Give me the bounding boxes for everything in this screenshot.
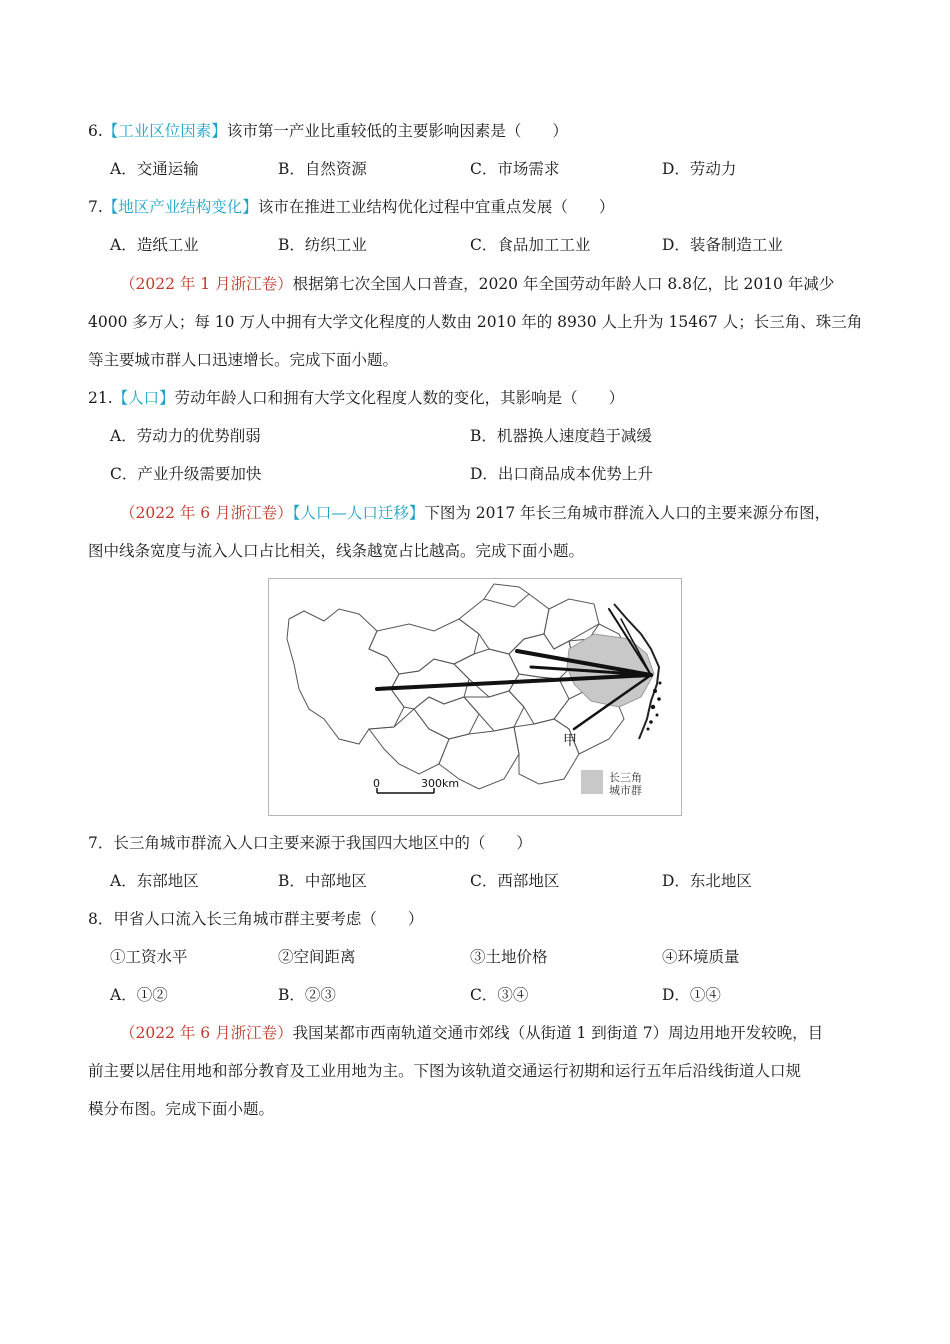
map-legend [581, 770, 642, 797]
passage-2-line-1 [120, 502, 830, 524]
topic-tag: 【人口—人口迁移】 [292, 504, 425, 522]
q21-option-b[interactable]: B．机器换人速度趋于减缓 [470, 427, 652, 445]
question-text: 长三角城市群流入人口主要来源于我国四大地区中的（ ） [113, 834, 532, 852]
passage-3-line-2: 前主要以居住用地和部分教育及工业用地为主。下图为该轨道交通运行初期和运行五年后沿线街道人口规 [88, 1062, 802, 1080]
legend-label-line-2: 城市群 [609, 784, 642, 797]
q7b-option-d[interactable]: D．东北地区 [662, 872, 752, 890]
migration-map-figure [268, 578, 682, 816]
q21-option-a[interactable]: A．劳动力的优势削弱 [110, 427, 261, 445]
question-number: 6. [88, 122, 103, 140]
question-21-stem [88, 387, 624, 409]
question-6-stem [88, 120, 568, 142]
province-label-jia: 甲 [563, 733, 577, 749]
coastal-islands [647, 682, 662, 731]
scale-bar [373, 777, 459, 793]
question-number: 8． [88, 910, 114, 928]
passage-text: 根据第七次全国人口普查，2020 年全国劳动年龄人口 8.8亿，比 2010 年减少 [292, 275, 835, 293]
passage-1-line-3: 等主要城市群人口迅速增长。完成下面小题。 [88, 351, 399, 369]
q7b-option-a[interactable]: A．东部地区 [110, 872, 199, 890]
scale-distance: 300km [421, 777, 460, 790]
passage-1-line-1 [120, 273, 834, 295]
question-7-stem [88, 196, 614, 218]
passage-2-line-2: 图中线条宽度与流入人口占比相关，线条越宽占比越高。完成下面小题。 [88, 542, 585, 560]
legend-label-line-1: 长三角 [609, 771, 642, 784]
q7a-option-d[interactable]: D．装备制造工业 [662, 236, 783, 254]
topic-tag: 【人口】 [112, 389, 175, 407]
topic-tag: 【地区产业结构变化】 [102, 198, 258, 216]
question-text: 甲省人口流入长三角城市群主要考虑（ ） [113, 910, 424, 928]
passage-3-line-1 [120, 1022, 823, 1044]
migration-map [269, 579, 681, 815]
question-text: 该市在推进工业结构优化过程中宜重点发展（ ） [257, 198, 615, 216]
passage-3-line-3: 模分布图。完成下面小题。 [88, 1100, 275, 1118]
q6-option-d[interactable]: D．劳动力 [662, 160, 737, 178]
question-8-stem [88, 908, 423, 930]
q7b-option-b[interactable]: B．中部地区 [278, 872, 367, 890]
q21-option-c[interactable]: C．产业升级需要加快 [110, 465, 262, 483]
topic-tag: 【工业区位因素】 [102, 122, 227, 140]
q8-item-3: ③土地价格 [470, 948, 548, 966]
exam-source: （2022 年 6 月浙江卷） [120, 504, 293, 522]
question-text: 劳动年龄人口和拥有大学文化程度人数的变化，其影响是（ ） [174, 389, 625, 407]
passage-1-line-2: 4000 多万人；每 10 万人中拥有大学文化程度的人数由 2010 年的 8930 人上升为 15467 人；长三角、珠三角 [88, 313, 863, 331]
legend-swatch [581, 770, 603, 794]
q6-option-a[interactable]: A．交通运输 [110, 160, 199, 178]
question-number: 7． [88, 834, 114, 852]
passage-text: 我国某都市西南轨道交通市郊线（从街道 1 到街道 7）周边用地开发较晚，目 [292, 1024, 824, 1042]
q7a-option-c[interactable]: C．食品加工工业 [470, 236, 591, 254]
passage-text: 下图为 2017 年长三角城市群流入人口的主要来源分布图， [424, 504, 831, 522]
exam-source: （2022 年 1 月浙江卷） [120, 275, 293, 293]
q6-option-b[interactable]: B．自然资源 [278, 160, 367, 178]
question-text: 该市第一产业比重较低的主要影响因素是（ ） [226, 122, 568, 140]
q8-item-2: ②空间距离 [278, 948, 356, 966]
q7a-option-a[interactable]: A．造纸工业 [110, 236, 199, 254]
q8-option-b[interactable]: B．②③ [278, 986, 336, 1004]
exam-source: （2022 年 6 月浙江卷） [120, 1024, 293, 1042]
q8-option-a[interactable]: A．①② [110, 986, 168, 1004]
q7a-option-b[interactable]: B．纺织工业 [278, 236, 367, 254]
scale-zero: 0 [373, 777, 380, 790]
question-number: 21. [88, 389, 113, 407]
q8-item-1: ①工资水平 [110, 948, 188, 966]
q8-option-c[interactable]: C．③④ [470, 986, 529, 1004]
question-7b-stem [88, 832, 532, 854]
question-number: 7. [88, 198, 103, 216]
q21-option-d[interactable]: D．出口商品成本优势上升 [470, 465, 653, 483]
q6-option-c[interactable]: C．市场需求 [470, 160, 560, 178]
q7b-option-c[interactable]: C．西部地区 [470, 872, 560, 890]
q8-item-4: ④环境质量 [662, 948, 740, 966]
q8-option-d[interactable]: D．①④ [662, 986, 721, 1004]
